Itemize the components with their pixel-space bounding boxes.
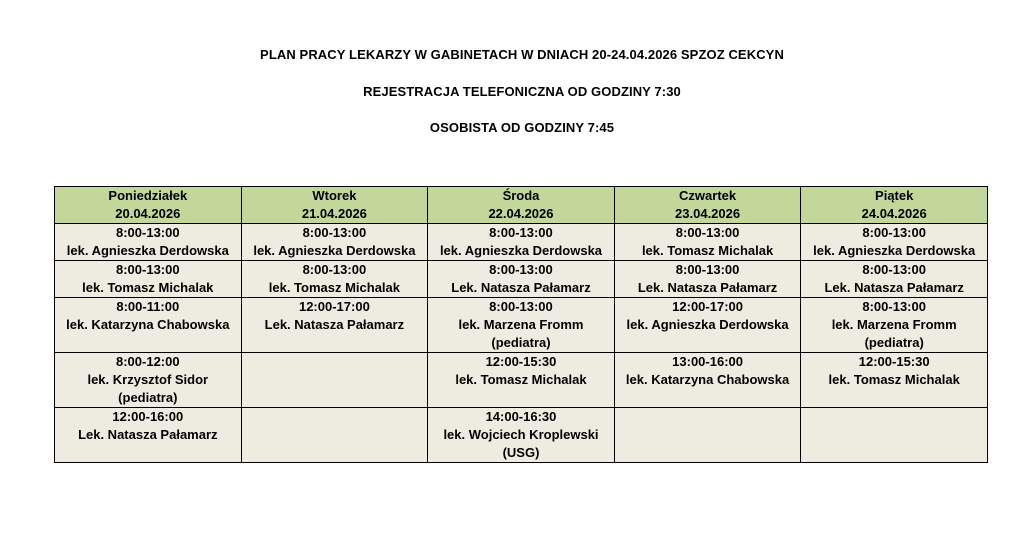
shift-time: 12:00-16:00 [112, 409, 184, 424]
day-header-tuesday [241, 187, 428, 224]
schedule-cell [614, 298, 801, 353]
doctor-name: lek. Katarzyna Chabowska [625, 372, 790, 387]
shift-time: 8:00-13:00 [302, 262, 367, 277]
schedule-cell [55, 353, 242, 408]
day-date: 24.04.2026 [861, 206, 927, 221]
doctor-name: lek. Katarzyna Chabowska [66, 317, 230, 332]
day-header-monday [55, 187, 242, 224]
shift-time: 8:00-13:00 [489, 299, 553, 314]
shift-time: 8:00-13:00 [115, 225, 180, 240]
schedule-cell [614, 224, 801, 261]
schedule-cell [801, 261, 988, 298]
phone-registration-note: REJESTRACJA TELEFONICZNA OD GODZINY 7:30 [363, 84, 681, 99]
schedule-cell [241, 224, 428, 261]
day-header-wednesday [428, 187, 615, 224]
shift-time: 12:00-15:30 [485, 354, 557, 369]
day-date: 22.04.2026 [488, 206, 554, 221]
empty-cell [801, 408, 988, 463]
doctor-name: lek. Tomasz Michalak [455, 372, 587, 387]
shift-time: 8:00-13:00 [302, 225, 367, 240]
shift-time: 8:00-13:00 [862, 262, 926, 277]
doctor-name: lek. Agnieszka Derdowska [626, 317, 789, 332]
doctor-name: lek. Tomasz Michalak [268, 280, 401, 295]
header-row [55, 187, 988, 224]
doctor-name: Lek. Natasza Pałamarz [78, 427, 218, 442]
shift-time: 8:00-13:00 [862, 225, 926, 240]
table-row [55, 298, 988, 353]
doctor-name: lek. Tomasz Michalak [82, 280, 214, 295]
doctor-name: lek. Marzena Fromm [831, 317, 957, 332]
doctor-name: Lek. Natasza Pałamarz [824, 280, 964, 295]
doctor-specialty: (pediatra) [491, 335, 551, 350]
shift-time: 8:00-13:00 [489, 225, 553, 240]
schedule-cell [428, 353, 615, 408]
shift-time: 8:00-13:00 [862, 299, 926, 314]
table-row [55, 224, 988, 261]
table-row [55, 408, 988, 463]
doctor-name: lek. Agnieszka Derdowska [439, 243, 603, 258]
doctor-name: lek. Krzysztof Sidor [87, 372, 209, 387]
day-header-thursday [614, 187, 801, 224]
shift-time: 8:00-13:00 [675, 262, 740, 277]
day-date: 20.04.2026 [115, 206, 181, 221]
doctor-name: lek. Marzena Fromm [458, 317, 584, 332]
day-header-friday [801, 187, 988, 224]
schedule-cell [801, 353, 988, 408]
day-name: Środa [502, 188, 540, 203]
schedule-cell [428, 224, 615, 261]
schedule-cell [428, 261, 615, 298]
schedule-cell [428, 298, 615, 353]
schedule-cell [241, 298, 428, 353]
doctor-name: lek. Agnieszka Derdowska [253, 243, 416, 258]
schedule-cell [614, 261, 801, 298]
table-row [55, 261, 988, 298]
page-title: PLAN PRACY LEKARZY W GABINETACH W DNIACH 20-24.04.2026 SPZOZ CEKCYN [260, 47, 784, 62]
in-person-registration-note: OSOBISTA OD GODZINY 7:45 [429, 120, 615, 135]
day-date: 23.04.2026 [675, 206, 741, 221]
shift-time: 8:00-12:00 [115, 354, 180, 369]
shift-time: 14:00-16:30 [485, 409, 557, 424]
schedule-cell [614, 353, 801, 408]
shift-time: 8:00-13:00 [115, 262, 180, 277]
doctor-name: lek. Agnieszka Derdowska [813, 243, 976, 258]
day-name: Wtorek [312, 188, 357, 203]
schedule-cell [55, 224, 242, 261]
schedule-cell [801, 224, 988, 261]
schedule-cell [55, 261, 242, 298]
schedule-cell [801, 298, 988, 353]
shift-time: 12:00-17:00 [298, 299, 370, 314]
schedule-table [54, 186, 988, 463]
shift-time: 12:00-17:00 [672, 299, 743, 314]
shift-time: 8:00-13:00 [489, 262, 553, 277]
day-name: Piątek [875, 188, 914, 203]
doctor-name: Lek. Natasza Pałamarz [451, 280, 591, 295]
shift-time: 13:00-16:00 [672, 354, 743, 369]
shift-time: 8:00-13:00 [675, 225, 740, 240]
schedule-cell [241, 261, 428, 298]
day-name: Poniedziałek [108, 188, 188, 203]
schedule-cell [55, 408, 242, 463]
shift-time: 8:00-11:00 [116, 299, 180, 314]
doctor-name: Lek. Natasza Pałamarz [264, 317, 405, 332]
doctor-name: lek. Wojciech Kroplewski [443, 427, 599, 442]
empty-cell [241, 353, 428, 408]
empty-cell [241, 408, 428, 463]
doctor-name: lek. Tomasz Michalak [828, 372, 960, 387]
schedule-cell [55, 298, 242, 353]
doctor-name: Lek. Natasza Pałamarz [637, 280, 778, 295]
day-name: Czwartek [679, 188, 737, 203]
doctor-name: lek. Tomasz Michalak [641, 243, 774, 258]
table-row [55, 353, 988, 408]
doctor-specialty: (USG) [502, 445, 540, 460]
schedule-cell [428, 408, 615, 463]
doctor-name: lek. Agnieszka Derdowska [66, 243, 229, 258]
doctor-specialty: (pediatra) [118, 390, 178, 405]
day-date: 21.04.2026 [301, 206, 367, 221]
shift-time: 12:00-15:30 [858, 354, 930, 369]
empty-cell [614, 408, 801, 463]
doctor-specialty: (pediatra) [864, 335, 924, 350]
